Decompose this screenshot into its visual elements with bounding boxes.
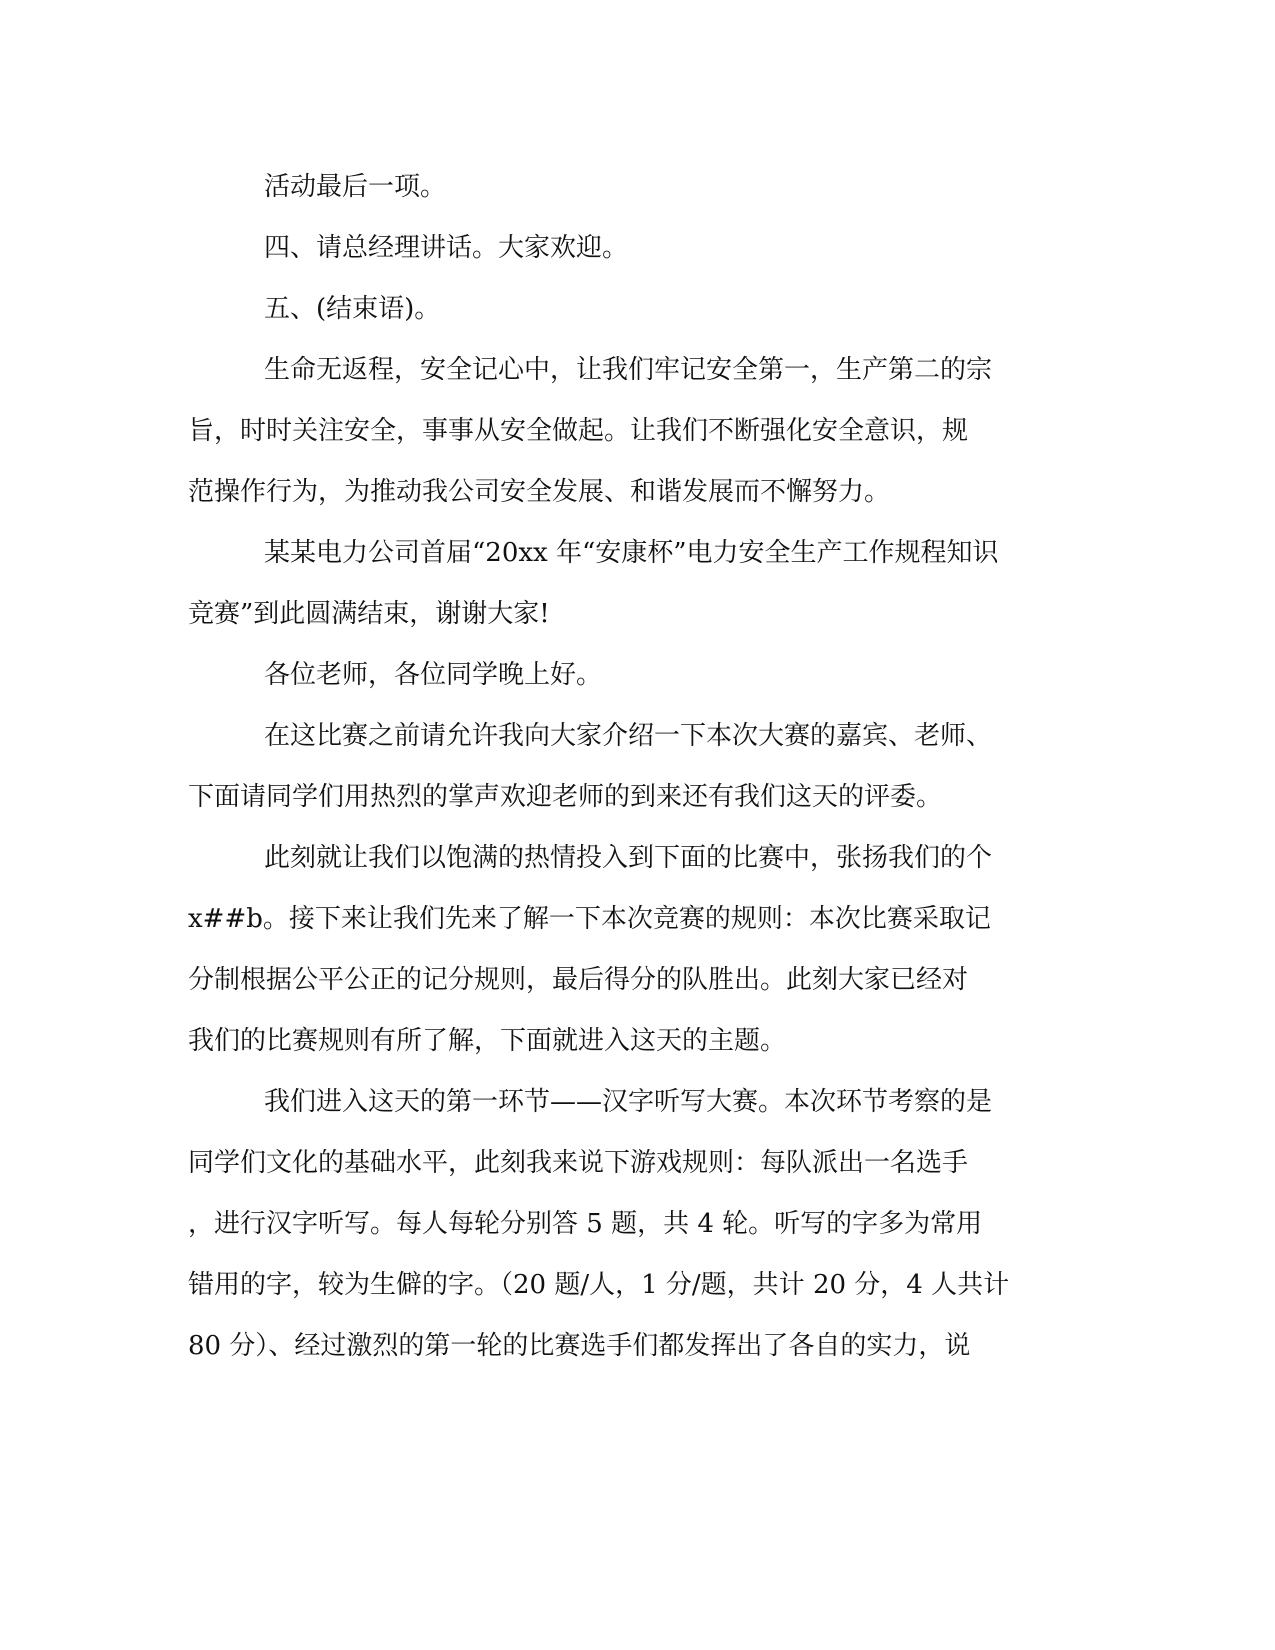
text-line: x##b。接下来让我们先来了解一下本次竞赛的规则：本次比赛采取记	[188, 904, 991, 934]
text-line: 各位老师，各位同学晚上好。	[264, 660, 603, 690]
text-line: 生命无返程，安全记心中，让我们牢记安全第一，生产第二的宗	[264, 355, 993, 385]
text-line: 五、(结束语)。	[264, 294, 441, 324]
text-line: 同学们文化的基础水平，此刻我来说下游戏规则：每队派出一名选手	[188, 1148, 969, 1178]
text-line: 竞赛”到此圆满结束，谢谢大家!	[188, 599, 550, 629]
text-line: 旨，时时关注安全，事事从安全做起。让我们不断强化安全意识，规	[188, 416, 969, 446]
text-line: 分制根据公平公正的记分规则，最后得分的队胜出。此刻大家已经对	[188, 965, 969, 995]
text-line: 我们进入这天的第一环节——汉字听写大赛。本次环节考察的是	[264, 1087, 993, 1117]
text-line: 80 分）、经过激烈的第一轮的比赛选手们都发挥出了各自的实力，说	[188, 1331, 971, 1361]
text-line: ，进行汉字听写。每人每轮分别答 5 题，共 4 轮。听写的字多为常用	[188, 1209, 983, 1239]
document-body	[188, 157, 1088, 1377]
text-line: 某某电力公司首届“20xx 年“安康杯”电力安全生产工作规程知识	[264, 538, 999, 568]
text-line: 活动最后一项。	[264, 172, 447, 202]
text-line: 此刻就让我们以饱满的热情投入到下面的比赛中，张扬我们的个	[264, 843, 993, 873]
text-line: 下面请同学们用热烈的掌声欢迎老师的到来还有我们这天的评委。	[188, 782, 943, 812]
text-line: 范操作行为，为推动我公司安全发展、和谐发展而不懈努力。	[188, 477, 891, 507]
text-line: 四、请总经理讲话。大家欢迎。	[264, 233, 629, 263]
text-line: 我们的比赛规则有所了解，下面就进入这天的主题。	[188, 1026, 787, 1056]
text-line: 错用的字，较为生僻的字。（20 题/人，1 分/题，共计 20 分，4 人共计	[188, 1270, 1010, 1300]
text-line: 在这比赛之前请允许我向大家介绍一下本次大赛的嘉宾、老师、	[264, 721, 993, 751]
